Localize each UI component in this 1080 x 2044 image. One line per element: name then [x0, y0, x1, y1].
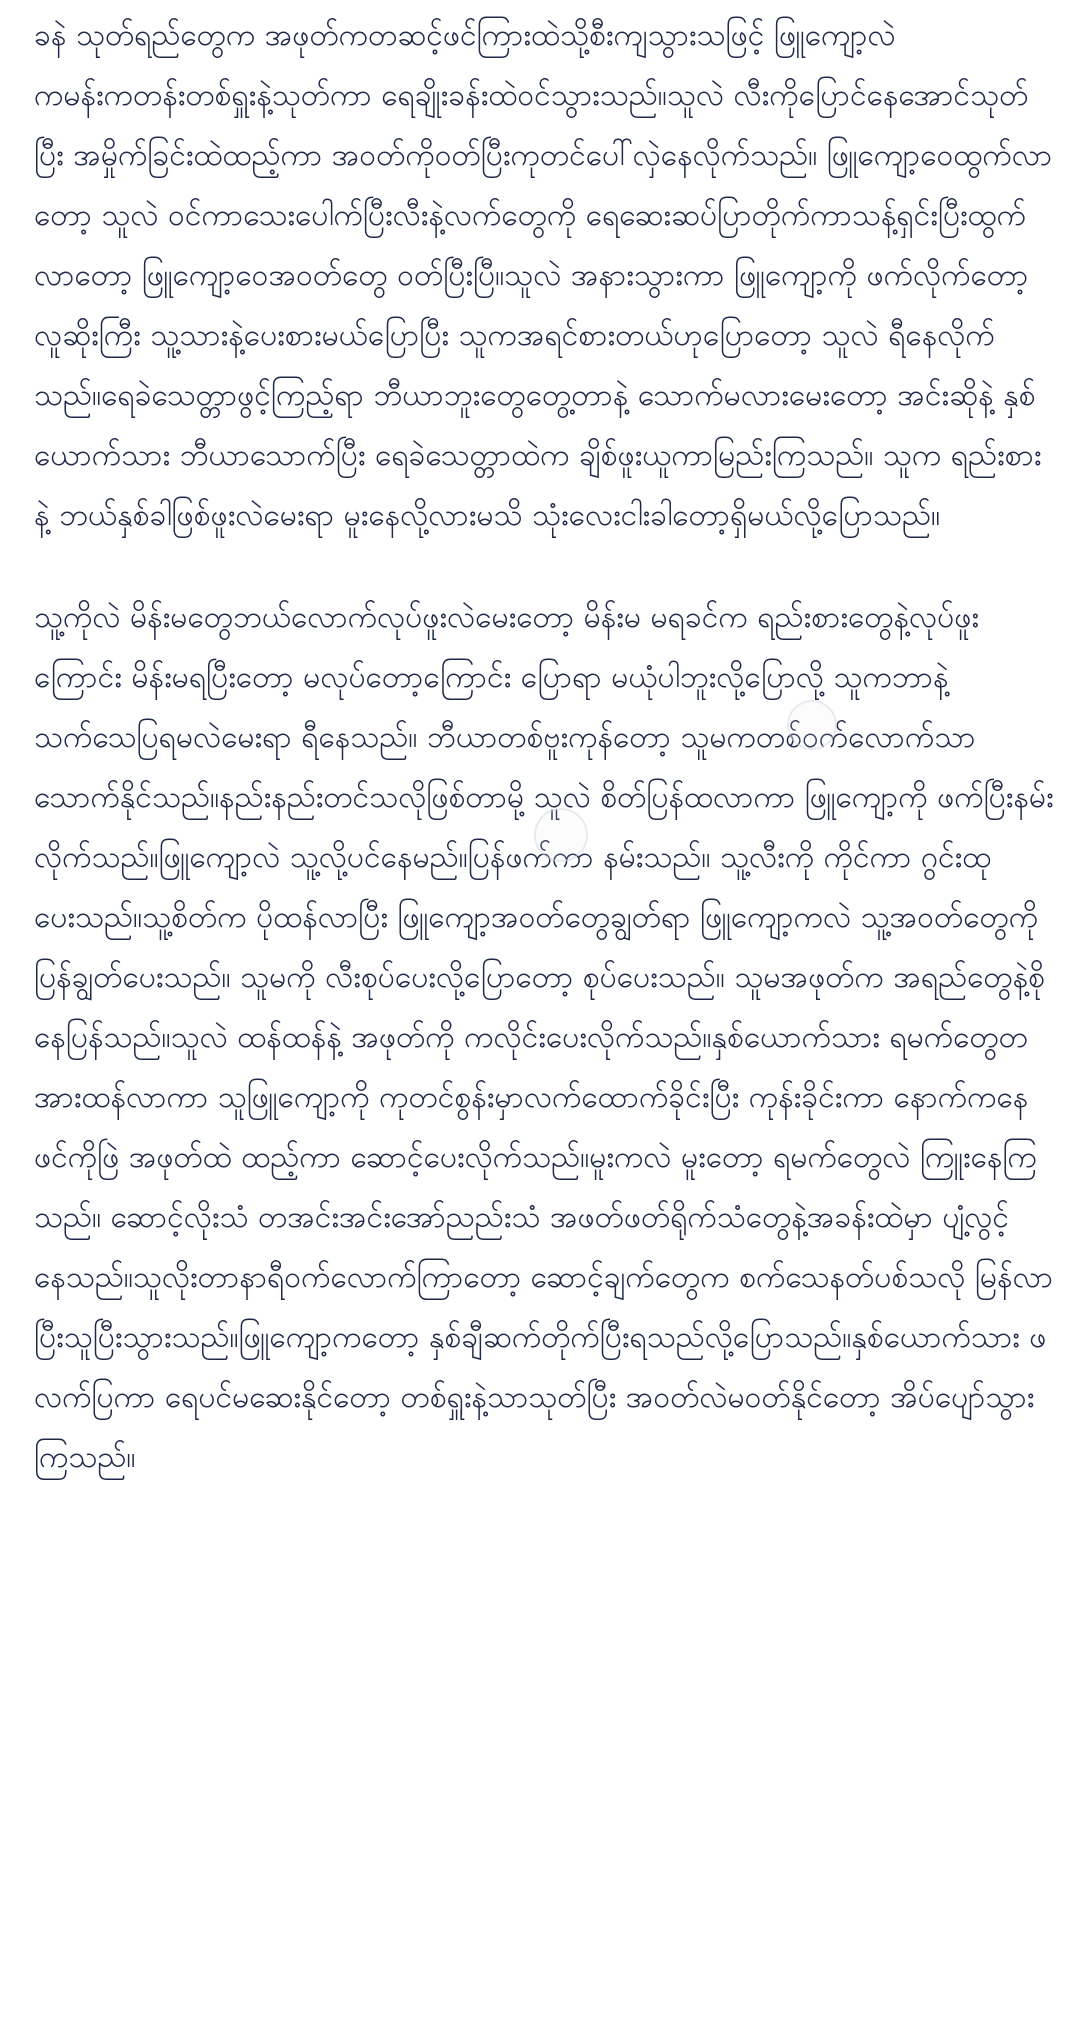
- touch-ripple: [787, 700, 837, 750]
- touch-ripple: [534, 808, 588, 862]
- paragraph-1: ခနဲ သုတ်ရည်တွေက အဖုတ်ကတဆင့်ဖင်ကြားထဲသို့စီးကျသွားသဖြင့် ဖြူကျော့လဲ ကမန်းကတန်းတစ်ရှူးနဲ့သုတ်ကာ ရေချိုးခန်းထဲဝင်သွားသည်။သူလဲ လီးကိုပြောင်နေအောင်သုတ်ပြီး အမှိုက်ခြင်းထဲထည့်ကာ အဝတ်ကိုဝတ်ပြီးကုတင်ပေါ်လှဲနေလိုက်သည်။ ဖြူကျော့ဝေထွက်လာတော့ သူလဲ ဝင်ကာသေးပေါက်ပြီးလီးနဲ့လက်တွေကို ရေဆေးဆပ်ပြာတိုက်ကာသန့်ရှင်းပြီးထွက်လာတော့ ဖြူကျော့ဝေအဝတ်တွေ ဝတ်ပြီးပြီ။သူလဲ အနားသွားကာ ဖြူကျော့ကို ဖက်လိုက်တော့ လူဆိုးကြီး သူ့သားနဲ့ပေးစားမယ်ပြောပြီး သူကအရင်စားတယ်ဟုပြောတော့ သူလဲ ရီနေလိုက်သည်။ရေခဲသေတ္တာဖွင့်ကြည့်ရာ ဘီယာဘူးတွေတွေ့တာနဲ့ သောက်မလားမေးတော့ အင်းဆိုနဲ့ နှစ်ယောက်သား ဘီယာသောက်ပြီး ရေခဲသေတ္တာထဲက ချိစ်ဖူးယူကာမြည်းကြသည်။ သူက ရည်းစားနဲ့ ဘယ်နှစ်ခါဖြစ်ဖူးလဲမေးရာ မူးနေလို့လားမသိ သုံးလေးငါးခါတော့ရှိမယ်လို့ပြောသည်။: [34, 18, 1053, 533]
- paragraph-2: သူ့ကိုလဲ မိန်းမတွေဘယ်လောက်လုပ်ဖူးလဲမေးတော့ မိန်းမ မရခင်က ရည်းစားတွေနဲ့လုပ်ဖူးကြောင်း မိန်းမရပြီးတော့ မလုပ်တော့ကြောင်း ပြောရာ မယုံပါဘူးလို့ပြောလို့ သူကဘာနဲ့သက်သေပြရမလဲမေးရာ ရီနေသည်။ ဘီယာတစ်ဗူးကုန်တော့ သူမကတစ်ဝက်လောက်သာသောက်နိုင်သည်။နည်းနည်းတင်သလိုဖြစ်တာမို့ သူလဲ စိတ်ပြန်ထလာကာ ဖြူကျော့ကို ဖက်ပြီးနမ်းလိုက်သည်။ဖြူကျော့လဲ သူ့လို့ပင်နေမည်။ပြန်ဖက်ကာ နမ်းသည်။ သူ့လီးကို ကိုင်ကာ ဂွင်းထုပေးသည်။သူ့စိတ်က ပိုထန်လာပြီး ဖြူကျော့အဝတ်တွေချွတ်ရာ ဖြူကျော့ကလဲ သူ့အဝတ်တွေကိုပြန်ချွတ်ပေးသည်။ သူမကို လီးစုပ်ပေးလို့ပြောတော့ စုပ်ပေးသည်။ သူမအဖုတ်က အရည်တွေနဲ့စိုနေပြန်သည်။သူလဲ ထန်ထန်နဲ့ အဖုတ်ကို ကလိုင်းပေးလိုက်သည်။နှစ်ယောက်သား ရမက်တွေတအားထန်လာကာ သူဖြူကျော့ကို ကုတင်စွန်းမှာလက်ထောက်ခိုင်းပြီး ကုန်းခိုင်းကာ နောက်ကနေ ဖင်ကိုဖြဲ အဖုတ်ထဲ ထည့်ကာ ဆောင့်ပေးလိုက်သည်။မူးကလဲ မူးတော့ ရမက်တွေလဲ ကြူးနေကြသည်။ ဆောင့်လိုးသံ တအင်းအင်းအော်ညည်းသံ အဖတ်ဖတ်ရိုက်သံတွေနဲ့အခန်းထဲမှာ ပျံ့လွင့်နေသည်။သူလိုးတာနာရီဝက်လောက်ကြာတော့ ဆောင့်ချက်တွေက စက်သေနတ်ပစ်သလို မြန်လာပြီးသူပြီးသွားသည်။ဖြူကျော့ကတော့ နှစ်ချီဆက်တိုက်ပြီးရသည်လို့ပြောသည်။နှစ်ယောက်သား ဖလက်ပြကာ ရေပင်မဆေးနိုင်တော့ တစ်ရှူးနဲ့သာသုတ်ပြီး အဝတ်လဲမဝတ်နိုင်တော့ အိပ်ပျော်သွားကြသည်။: [34, 600, 1054, 1475]
- story-text: [34, 6, 1054, 1488]
